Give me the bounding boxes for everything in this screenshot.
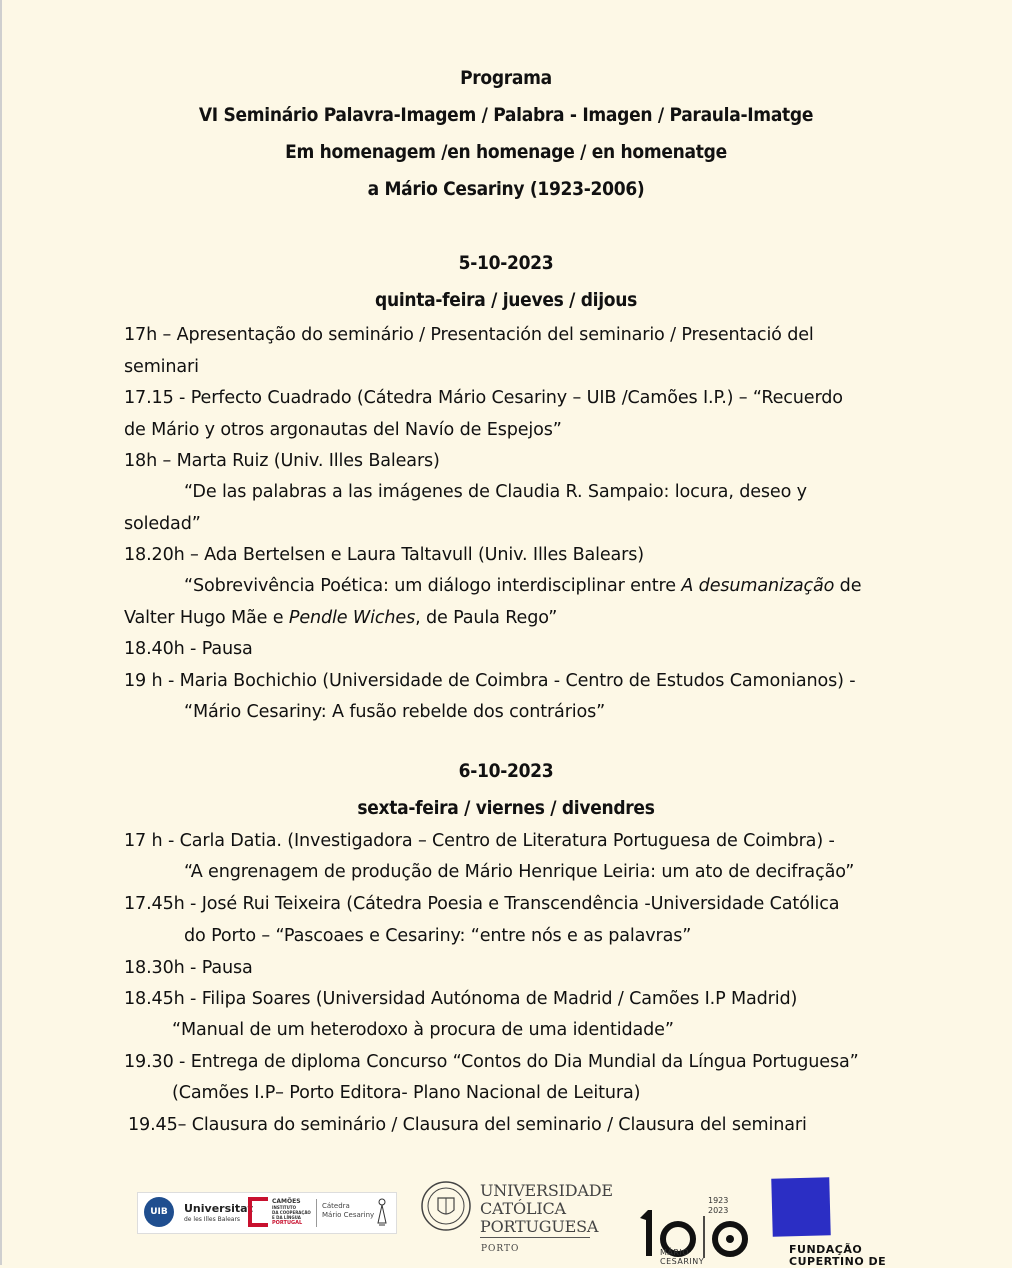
talk-title-part: , de Paula Rego” xyxy=(415,608,558,628)
logo-divider xyxy=(316,1199,317,1227)
program-line: “Mário Cesariny: A fusão rebelde dos contrários” xyxy=(184,702,606,722)
centenary-name: MÁRIO CESARINY xyxy=(660,1248,705,1266)
catedra-logo-text: Cátedra Mário Cesariny xyxy=(322,1202,375,1219)
program-line: 17 h - Carla Datia. (Investigadora – Centro de Literatura Portuguesa de Coimbra) - xyxy=(124,831,835,851)
program-line: 19.45– Clausura do seminário / Clausura del seminario / Clausura del seminari xyxy=(128,1115,807,1135)
program-line: “De las palabras a las imágenes de Claudia R. Sampaio: locura, deseo y xyxy=(184,482,807,502)
program-line: 18.40h - Pausa xyxy=(124,639,253,659)
program-line: 18.30h - Pausa xyxy=(124,958,253,978)
program-line xyxy=(184,576,861,596)
program-line: 17.15 - Perfecto Cuadrado (Cátedra Mário Cesariny – UIB /Camões I.P.) – “Recuerdo xyxy=(124,388,843,408)
ucp-seal-icon xyxy=(420,1180,472,1232)
book-title: A desumanização xyxy=(681,576,835,596)
camoes-logo-mark xyxy=(248,1197,268,1227)
homage-line: Em homenagem /en homenage / en homenatge xyxy=(285,141,727,163)
ucp-divider xyxy=(480,1237,590,1238)
centenary-years: 1923 2023 xyxy=(708,1196,729,1215)
talk-title-part: de xyxy=(834,576,862,596)
talk-title-part: Valter Hugo Mãe e xyxy=(124,608,289,628)
program-line: 19 h - Maria Bochichio (Universidade de Coimbra - Centro de Estudos Camonianos) - xyxy=(124,671,856,691)
program-line: “A engrenagem de produção de Mário Henrique Leiria: um ato de decifração” xyxy=(184,862,855,882)
program-line: 17.45h - José Rui Teixeira (Cátedra Poesia e Transcendência -Universidade Católica xyxy=(124,894,840,914)
foundation-name: FUNDAÇÃO CUPERTINO DE xyxy=(789,1243,887,1268)
camoes-logo-text: CAMÕES INSTITUTO DA COOPERAÇÃO E DA LÍNGUA PORTUGAL xyxy=(272,1198,311,1226)
uib-name: Universitat xyxy=(184,1202,253,1215)
program-line: 18.45h - Filipa Soares (Universidad Autónoma de Madrid / Camões I.P Madrid) xyxy=(124,989,798,1009)
partners-logo-strip xyxy=(137,1192,397,1234)
program-title: Programa xyxy=(460,67,552,89)
day2-date: 6-10-2023 xyxy=(458,760,554,782)
seminar-title: VI Seminário Palavra-Imagem / Palabra - Imagen / Paraula-Imatge xyxy=(198,104,814,126)
catedra-figure-icon xyxy=(372,1197,392,1229)
day1-date: 5-10-2023 xyxy=(458,252,554,274)
book-title: Pendle Wiches xyxy=(288,608,416,628)
program-line: seminari xyxy=(124,357,199,377)
program-line: soledad” xyxy=(124,514,201,534)
program-line xyxy=(124,608,557,628)
uib-subtitle: de les Illes Balears xyxy=(184,1216,241,1223)
program-line: de Mário y otros argonautas del Navío de Espejos” xyxy=(124,420,562,440)
homage-name: a Mário Cesariny (1923-2006) xyxy=(367,178,645,200)
program-line: 18.20h – Ada Bertelsen e Laura Taltavull (Univ. Illes Balears) xyxy=(124,545,644,565)
program-line: do Porto – “Pascoaes e Cesariny: “entre nós e as palavras” xyxy=(184,926,692,946)
program-line: 18h – Marta Ruiz (Univ. Illes Balears) xyxy=(124,451,440,471)
program-line: 19.30 - Entrega de diploma Concurso “Contos do Dia Mundial da Língua Portuguesa” xyxy=(124,1052,859,1072)
day2-weekday: sexta-feira / viernes / divendres xyxy=(357,797,655,819)
program-line: “Manual de um heterodoxo à procura de uma identidade” xyxy=(172,1020,674,1040)
program-line: (Camões I.P– Porto Editora- Plano Nacional de Leitura) xyxy=(172,1083,641,1103)
uib-logo: UIB xyxy=(144,1197,174,1227)
program-line: 17h – Apresentação do seminário / Presentación del seminario / Presentació del xyxy=(124,325,814,345)
foundation-logo-mark xyxy=(771,1177,830,1236)
ucp-city: PORTO xyxy=(481,1244,520,1254)
ucp-name: UNIVERSIDADE CATÓLICA PORTUGUESA xyxy=(480,1181,613,1236)
talk-title-part: “Sobrevivência Poética: um diálogo interdisciplinar entre xyxy=(184,576,682,596)
day1-weekday: quinta-feira / jueves / dijous xyxy=(375,289,637,311)
